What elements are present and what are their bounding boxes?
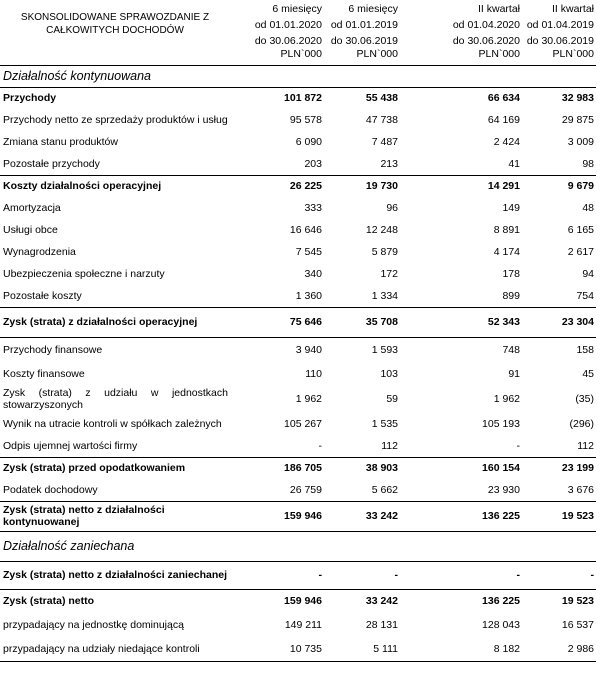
cell-value: 10 735 <box>230 637 324 661</box>
cell-value: 1 360 <box>295 289 322 302</box>
table-row <box>0 413 596 435</box>
cell-value: 19 523 <box>522 589 596 613</box>
cell-value: 7 545 <box>295 246 322 258</box>
col4-period: II kwartał <box>551 3 594 15</box>
cell-value: 213 <box>380 157 398 170</box>
col2-unit: PLN`000 <box>324 48 400 65</box>
header-row-period <box>0 0 596 16</box>
cell-value: 6 090 <box>295 136 322 148</box>
cell-value: - <box>318 569 322 581</box>
cell-value: 5 111 <box>324 637 400 661</box>
cell-value: 26 225 <box>230 175 324 197</box>
cell-value: 112 <box>381 439 398 452</box>
section-title: Działalność kontynuowana <box>0 65 596 87</box>
cell-value: 4 174 <box>493 246 520 258</box>
cell-value: 149 <box>502 202 520 214</box>
cell-value: 35 708 <box>324 307 400 337</box>
cell-value: 3 009 <box>567 136 594 148</box>
cell-value: 2 424 <box>493 136 520 148</box>
cell-value: 29 875 <box>561 114 594 126</box>
cell-value: 1 962 <box>295 393 322 405</box>
cell-value: 16 646 <box>289 224 322 236</box>
row-label: Koszty działalności operacyjnej <box>0 175 230 197</box>
cell-value: 136 225 <box>422 589 522 613</box>
cell-value: 55 438 <box>365 92 398 105</box>
row-label: Wynik na utracie kontroli w spółkach zależnych <box>3 418 222 430</box>
table-row <box>0 219 596 241</box>
cell-value: 64 169 <box>487 114 520 126</box>
table-row <box>0 263 596 285</box>
cell-value: 2 986 <box>522 637 596 661</box>
cell-value: 6 165 <box>567 224 594 236</box>
cell-value: 41 <box>508 157 520 170</box>
cell-value: 47 738 <box>365 114 398 126</box>
table-row <box>0 241 596 263</box>
cell-value: 1 962 <box>493 393 520 405</box>
cell-value: 3 940 <box>230 337 324 363</box>
cell-value: 33 242 <box>324 501 400 531</box>
cell-value: 59 <box>386 393 398 405</box>
cell-value: 19 523 <box>522 501 596 531</box>
row-label: Koszty finansowe <box>3 368 85 380</box>
cell-value: 333 <box>304 202 322 214</box>
cell-value: 38 903 <box>324 457 400 479</box>
header-row-unit <box>0 48 596 65</box>
col1-to: do 30.06.2020 <box>254 35 322 47</box>
col4-from: od 01.04.2019 <box>526 19 594 31</box>
col3-from: od 01.04.2020 <box>452 19 520 31</box>
cell-value: 8 182 <box>422 637 522 661</box>
row-label: Ubezpieczenia społeczne i narzuty <box>3 268 165 280</box>
row-label: Zysk (strata) przed opodatkowaniem <box>0 457 230 479</box>
row-label: Amortyzacja <box>3 202 61 214</box>
row-label: Zysk (strata) z udziału w jednostkach stowarzyszonych <box>3 387 228 411</box>
table-row <box>0 363 596 385</box>
cell-value: 159 946 <box>230 501 324 531</box>
table-row <box>0 285 596 307</box>
section-continuing <box>0 65 596 87</box>
table-row <box>0 109 596 131</box>
col3-to: do 30.06.2020 <box>452 35 520 47</box>
cell-value: 75 646 <box>230 307 324 337</box>
cell-value: 899 <box>502 289 520 302</box>
cell-value: 7 487 <box>371 136 398 148</box>
row-label: Zysk (strata) netto <box>0 589 230 613</box>
table-row <box>0 479 596 501</box>
table-row <box>0 637 596 661</box>
cell-value: 12 248 <box>365 224 398 236</box>
cell-value: 3 676 <box>567 483 594 496</box>
cell-value: 9 679 <box>522 175 596 197</box>
cell-value: 1 535 <box>371 418 398 430</box>
cell-value: 2 617 <box>567 246 594 258</box>
row-label: Pozostałe przychody <box>3 157 100 170</box>
row-label: Usługi obce <box>3 224 58 236</box>
cell-value: 128 043 <box>482 619 520 631</box>
cell-value: 159 946 <box>230 589 324 613</box>
col2-from: od 01.01.2019 <box>330 19 398 31</box>
cell-value: 160 154 <box>422 457 522 479</box>
cell-value: 172 <box>380 268 398 280</box>
cell-value: 112 <box>577 439 594 452</box>
cell-value: 136 225 <box>422 501 522 531</box>
cell-value: 5 879 <box>371 246 398 258</box>
col1-period: 6 miesięcy <box>272 3 322 15</box>
cell-value: 103 <box>380 368 398 380</box>
row-label: Pozostałe koszty <box>3 289 82 302</box>
cell-value: 203 <box>304 157 322 170</box>
cell-value: 178 <box>502 268 520 280</box>
cell-value: 1 593 <box>324 337 400 363</box>
cell-value: 5 662 <box>371 483 398 496</box>
cell-value: (35) <box>575 393 594 405</box>
table-row <box>0 131 596 153</box>
cell-value: 754 <box>576 289 594 302</box>
cell-value: 94 <box>582 268 594 280</box>
cell-value: - <box>394 569 398 581</box>
table-row <box>0 613 596 637</box>
table-row <box>0 385 596 413</box>
row-label: Odpis ujemnej wartości firmy <box>3 439 138 452</box>
row-label: Zysk (strata) z działalności operacyjnej <box>0 307 230 337</box>
cell-value: 8 891 <box>493 224 520 236</box>
cell-value: 14 291 <box>422 175 522 197</box>
cell-value: 33 242 <box>324 589 400 613</box>
cell-value: 96 <box>386 202 398 214</box>
cell-value: 149 211 <box>284 619 322 631</box>
cell-value: 23 199 <box>522 457 596 479</box>
table-row <box>0 561 596 589</box>
cell-value: 19 730 <box>324 175 400 197</box>
cell-value: 52 343 <box>422 307 522 337</box>
cell-value: 66 634 <box>487 92 520 105</box>
cell-value: 105 267 <box>284 418 322 430</box>
table-row <box>0 589 596 613</box>
table-row <box>0 153 596 175</box>
cell-value: - <box>516 439 520 452</box>
row-label: Zmiana stanu produktów <box>3 136 118 148</box>
cell-value: - <box>590 569 594 581</box>
col4-unit: PLN`000 <box>522 48 596 65</box>
cell-value: 26 759 <box>289 483 322 496</box>
cell-value: 45 <box>582 368 594 380</box>
col2-period: 6 miesięcy <box>348 3 398 15</box>
col2-to: do 30.06.2019 <box>330 35 398 47</box>
row-label: Przychody finansowe <box>0 337 230 363</box>
cell-value: 91 <box>508 368 520 380</box>
row-label: Zysk (strata) netto z działalności kontynuowanej <box>0 501 230 531</box>
col4-to: do 30.06.2019 <box>526 35 594 47</box>
table-row <box>0 307 596 337</box>
cell-value: 95 578 <box>289 114 322 126</box>
cell-value: 186 705 <box>230 457 324 479</box>
row-label: Przychody netto ze sprzedaży produktów i usług <box>3 114 228 126</box>
cell-value: 28 131 <box>365 619 398 631</box>
cell-value: - <box>516 569 520 581</box>
cell-value: 158 <box>522 337 596 363</box>
row-label: przypadający na udziały niedające kontroli <box>0 637 230 661</box>
table-row <box>0 457 596 479</box>
col3-unit: PLN`000 <box>422 48 522 65</box>
section-discontinued <box>0 531 596 561</box>
row-label: Zysk (strata) netto z działalności zaniechanej <box>3 569 228 581</box>
statement-title: SKONSOLIDOWANE SPRAWOZDANIE Z CAŁKOWITYCH DOCHODÓW <box>20 12 210 36</box>
cell-value: 110 <box>305 368 322 380</box>
row-label: Podatek dochodowy <box>3 483 98 496</box>
cell-value: 748 <box>422 337 522 363</box>
table-row <box>0 501 596 531</box>
cell-value: - <box>318 439 322 452</box>
cell-value: 48 <box>582 202 594 214</box>
section-title: Działalność zaniechana <box>0 531 596 561</box>
col1-unit: PLN`000 <box>230 48 324 65</box>
cell-value: 32 983 <box>561 92 594 105</box>
col3-period: II kwartał <box>477 3 520 15</box>
row-label: Przychody <box>3 92 57 105</box>
cell-value: 1 334 <box>371 289 398 302</box>
cell-value: 340 <box>304 268 322 280</box>
cell-value: 16 537 <box>561 619 594 631</box>
table-row <box>0 435 596 457</box>
row-label: Wynagrodzenia <box>3 246 76 258</box>
cell-value: 105 193 <box>482 418 520 430</box>
cell-value: 101 872 <box>284 92 322 105</box>
col1-from: od 01.01.2020 <box>254 19 322 31</box>
row-label: przypadający na jednostkę dominującą <box>3 619 184 631</box>
cell-value: 23 930 <box>487 483 520 496</box>
cell-value: 23 304 <box>522 307 596 337</box>
table-row <box>0 197 596 219</box>
table-row <box>0 87 596 109</box>
table-row <box>0 337 596 363</box>
cell-value: (296) <box>569 418 594 430</box>
table-row <box>0 175 596 197</box>
cell-value: 98 <box>582 157 594 170</box>
